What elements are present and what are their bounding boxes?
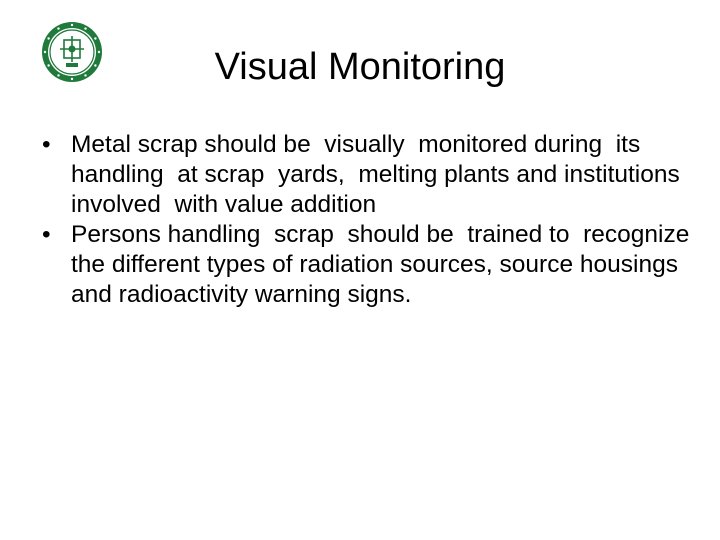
bullet-text: Metal scrap should be visually monitored during its handling at scrap yards, melting plants and institutions involved with value addition <box>71 131 687 218</box>
bullet-marker: • <box>42 131 51 158</box>
bullet-text: Persons handling scrap should be trained to recognize the different types of radiation sources, source housings and radioactivity warning signs. <box>71 221 703 308</box>
bullet-item <box>40 130 690 220</box>
bullet-item <box>40 220 703 310</box>
slide-title: Visual Monitoring <box>214 46 506 88</box>
bullet-list <box>40 130 703 310</box>
bullet-marker: • <box>42 221 51 248</box>
